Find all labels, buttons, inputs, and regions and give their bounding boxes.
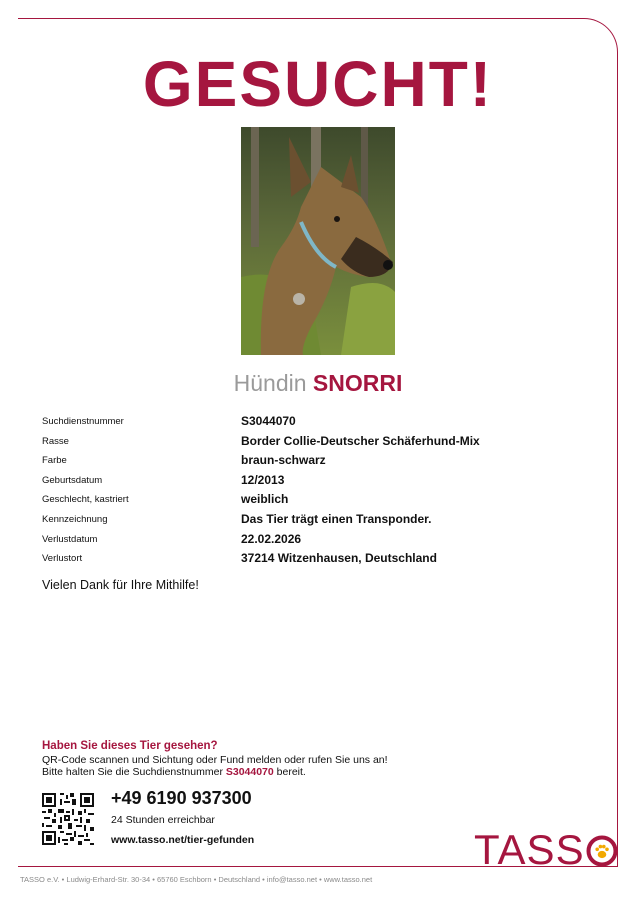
fact-row (42, 452, 562, 472)
paw-icon (586, 830, 618, 862)
facts-table (42, 413, 562, 570)
fact-label: Farbe (42, 455, 67, 467)
fact-row (42, 491, 562, 511)
logo-text: TASS (474, 826, 585, 873)
thanks-text: Vielen Dank für Ihre Mithilfe! (42, 578, 199, 592)
qr-code[interactable] (42, 793, 94, 845)
cta-heading: Haben Sie dieses Tier gesehen? (42, 740, 218, 752)
fact-row (42, 413, 562, 433)
cta-instruction: QR-Code scannen und Sichtung oder Fund melden oder rufen Sie uns an! (42, 754, 388, 766)
footer-address: TASSO e.V. • Ludwig-Erhard-Str. 30-34 • 65760 Eschborn • Deutschland • info@tasso.net • www.tasso.net (20, 875, 373, 884)
fact-row (42, 550, 562, 570)
fact-row (42, 472, 562, 492)
animal-name-line (0, 368, 636, 398)
fact-label: Kennzeichnung (42, 513, 108, 525)
fact-value: Das Tier trägt einen Transponder. (241, 511, 432, 526)
website-link[interactable]: www.tasso.net/tier-gefunden (111, 834, 255, 846)
fact-row (42, 433, 562, 453)
cta-reference-prefix: Bitte halten Sie die Suchdienstnummer (42, 766, 226, 778)
cta-reference-line (42, 766, 306, 778)
animal-type-label: Hündin (233, 370, 307, 396)
fact-label: Verlustdatum (42, 533, 98, 545)
tasso-logo (474, 827, 618, 873)
cta-reference-suffix: bereit. (273, 766, 306, 778)
fact-label: Geburtsdatum (42, 474, 103, 486)
dog-photo (241, 127, 395, 355)
fact-value: 12/2013 (241, 472, 285, 487)
fact-row (42, 511, 562, 531)
fact-value: 22.02.2026 (241, 531, 302, 546)
fact-value: S3044070 (241, 414, 296, 428)
hotline-hours: 24 Stunden erreichbar (111, 814, 215, 826)
fact-value: braun-schwarz (241, 453, 326, 468)
fact-value: weiblich (241, 492, 289, 507)
hotline-phone[interactable]: +49 6190 937300 (111, 788, 252, 808)
fact-value: Border Collie-Deutscher Schäferhund-Mix (241, 433, 480, 448)
search-number: S3044070 (225, 766, 274, 778)
fact-value: 37214 Witzenhausen, Deutschland (241, 551, 437, 566)
poster-headline: GESUCHT! (142, 48, 494, 120)
fact-label: Suchdienstnummer (42, 416, 124, 427)
fact-label: Verlustort (42, 553, 83, 565)
fact-label: Geschlecht, kastriert (42, 494, 129, 506)
fact-row (42, 531, 562, 551)
fact-label: Rasse (42, 435, 69, 447)
animal-name: SNORRI (312, 370, 403, 396)
